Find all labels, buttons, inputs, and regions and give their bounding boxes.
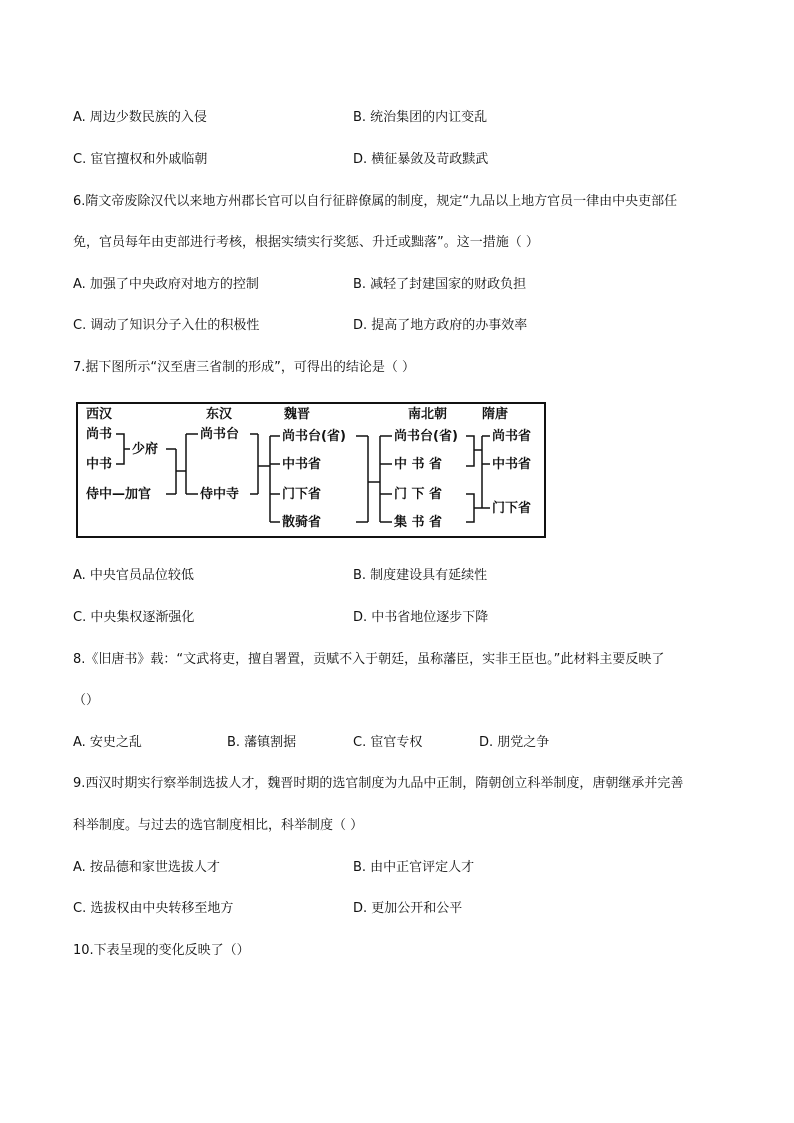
q5-option-b: B. 统治集团的内讧变乱 (353, 110, 488, 125)
q6-option-d: D. 提高了地方政府的办事效率 (353, 318, 528, 333)
q9-option-a: A. 按品德和家世选拔人才 (73, 860, 220, 875)
q7-stem: 7.据下图所示“汉至唐三省制的形成”，可得出的结论是（ ） (73, 360, 416, 375)
q9-option-b: B. 由中正官评定人才 (353, 860, 475, 875)
suitang-zhongshusheng: 中书省 (492, 457, 532, 472)
nanbeichao-jishusheng: 集 书 省 (394, 515, 443, 530)
header-xihan: 西汉 (86, 407, 113, 422)
q9-option-d: D. 更加公开和公平 (353, 901, 463, 916)
q7-option-c: C. 中央集权逐渐强化 (73, 610, 195, 625)
q8-option-a: A. 安史之乱 (73, 735, 142, 750)
q5-option-c: C. 宦官擅权和外戚临朝 (73, 152, 208, 167)
q8-option-d: D. 朋党之争 (479, 735, 550, 750)
xihan-zhongshu: 中书 (86, 457, 113, 472)
nanbeichao-shangshutai: 尚书台(省) (394, 429, 458, 444)
donghan-shangshutai: 尚书台 (200, 427, 240, 442)
q8-stem-line1: 8.《旧唐书》载：“文武将吏，擅自署置，贡赋不入于朝廷，虽称藩臣，实非王臣也。”此材料主要反映了 (73, 652, 665, 667)
header-weijin: 魏晋 (284, 407, 311, 422)
q7-option-b: B. 制度建设具有延续性 (353, 568, 488, 583)
donghan-shizhongsi: 侍中寺 (200, 487, 240, 502)
q8-stem-line2: （） (73, 693, 100, 708)
q8-option-c: C. 宦官专权 (353, 735, 423, 750)
suitang-shangshusheng: 尚书省 (492, 429, 532, 444)
q7-option-a: A. 中央官员品位较低 (73, 568, 194, 583)
xihan-shizhong-jiaguan: 侍中—加官 (86, 487, 152, 502)
xihan-shangshu: 尚书 (86, 427, 113, 442)
q6-option-b: B. 减轻了封建国家的财政负担 (353, 277, 527, 292)
q9-stem-line1: 9.西汉时期实行察举制选拔人才，魏晋时期的选官制度为九品中正制，隋朝创立科举制度，唐朝继承并完善 (73, 776, 684, 791)
q10-stem: 10.下表呈现的变化反映了（） (73, 943, 250, 958)
header-nanbeichao: 南北朝 (408, 407, 448, 422)
q8-option-b: B. 藩镇割据 (227, 735, 297, 750)
q7-option-d: D. 中书省地位逐步下降 (353, 610, 489, 625)
q6-option-a: A. 加强了中央政府对地方的控制 (73, 277, 259, 292)
q6-option-c: C. 调动了知识分子入仕的积极性 (73, 318, 260, 333)
xihan-shaofu: 少府 (132, 442, 159, 457)
nanbeichao-zhongshusheng: 中 书 省 (394, 457, 443, 472)
q5-option-d: D. 横征暴敛及苛政黩武 (353, 152, 489, 167)
weijin-sanqisheng: 散骑省 (282, 515, 322, 530)
weijin-zhongshusheng: 中书省 (282, 457, 322, 472)
weijin-shangshutai: 尚书台(省) (282, 429, 346, 444)
q9-option-c: C. 选拔权由中央转移至地方 (73, 901, 234, 916)
weijin-menxiasheng: 门下省 (282, 487, 322, 502)
q9-stem-line2: 科举制度。与过去的选官制度相比，科举制度（ ） (73, 818, 364, 833)
nanbeichao-menxiasheng: 门 下 省 (394, 487, 443, 502)
header-suitang: 隋唐 (482, 407, 509, 422)
suitang-menxiasheng: 门下省 (492, 501, 532, 516)
q5-option-a: A. 周边少数民族的入侵 (73, 110, 207, 125)
header-donghan: 东汉 (206, 407, 233, 422)
q6-stem-line1: 6.隋文帝废除汉代以来地方州郡长官可以自行征辟僚属的制度，规定“九品以上地方官员一律由中央吏部任 (73, 194, 678, 209)
q6-stem-line2: 免，官员每年由吏部进行考核，根据实绩实行奖惩、升迁或黜落”。这一措施（ ） (73, 235, 539, 250)
three-departments-diagram (76, 402, 546, 538)
